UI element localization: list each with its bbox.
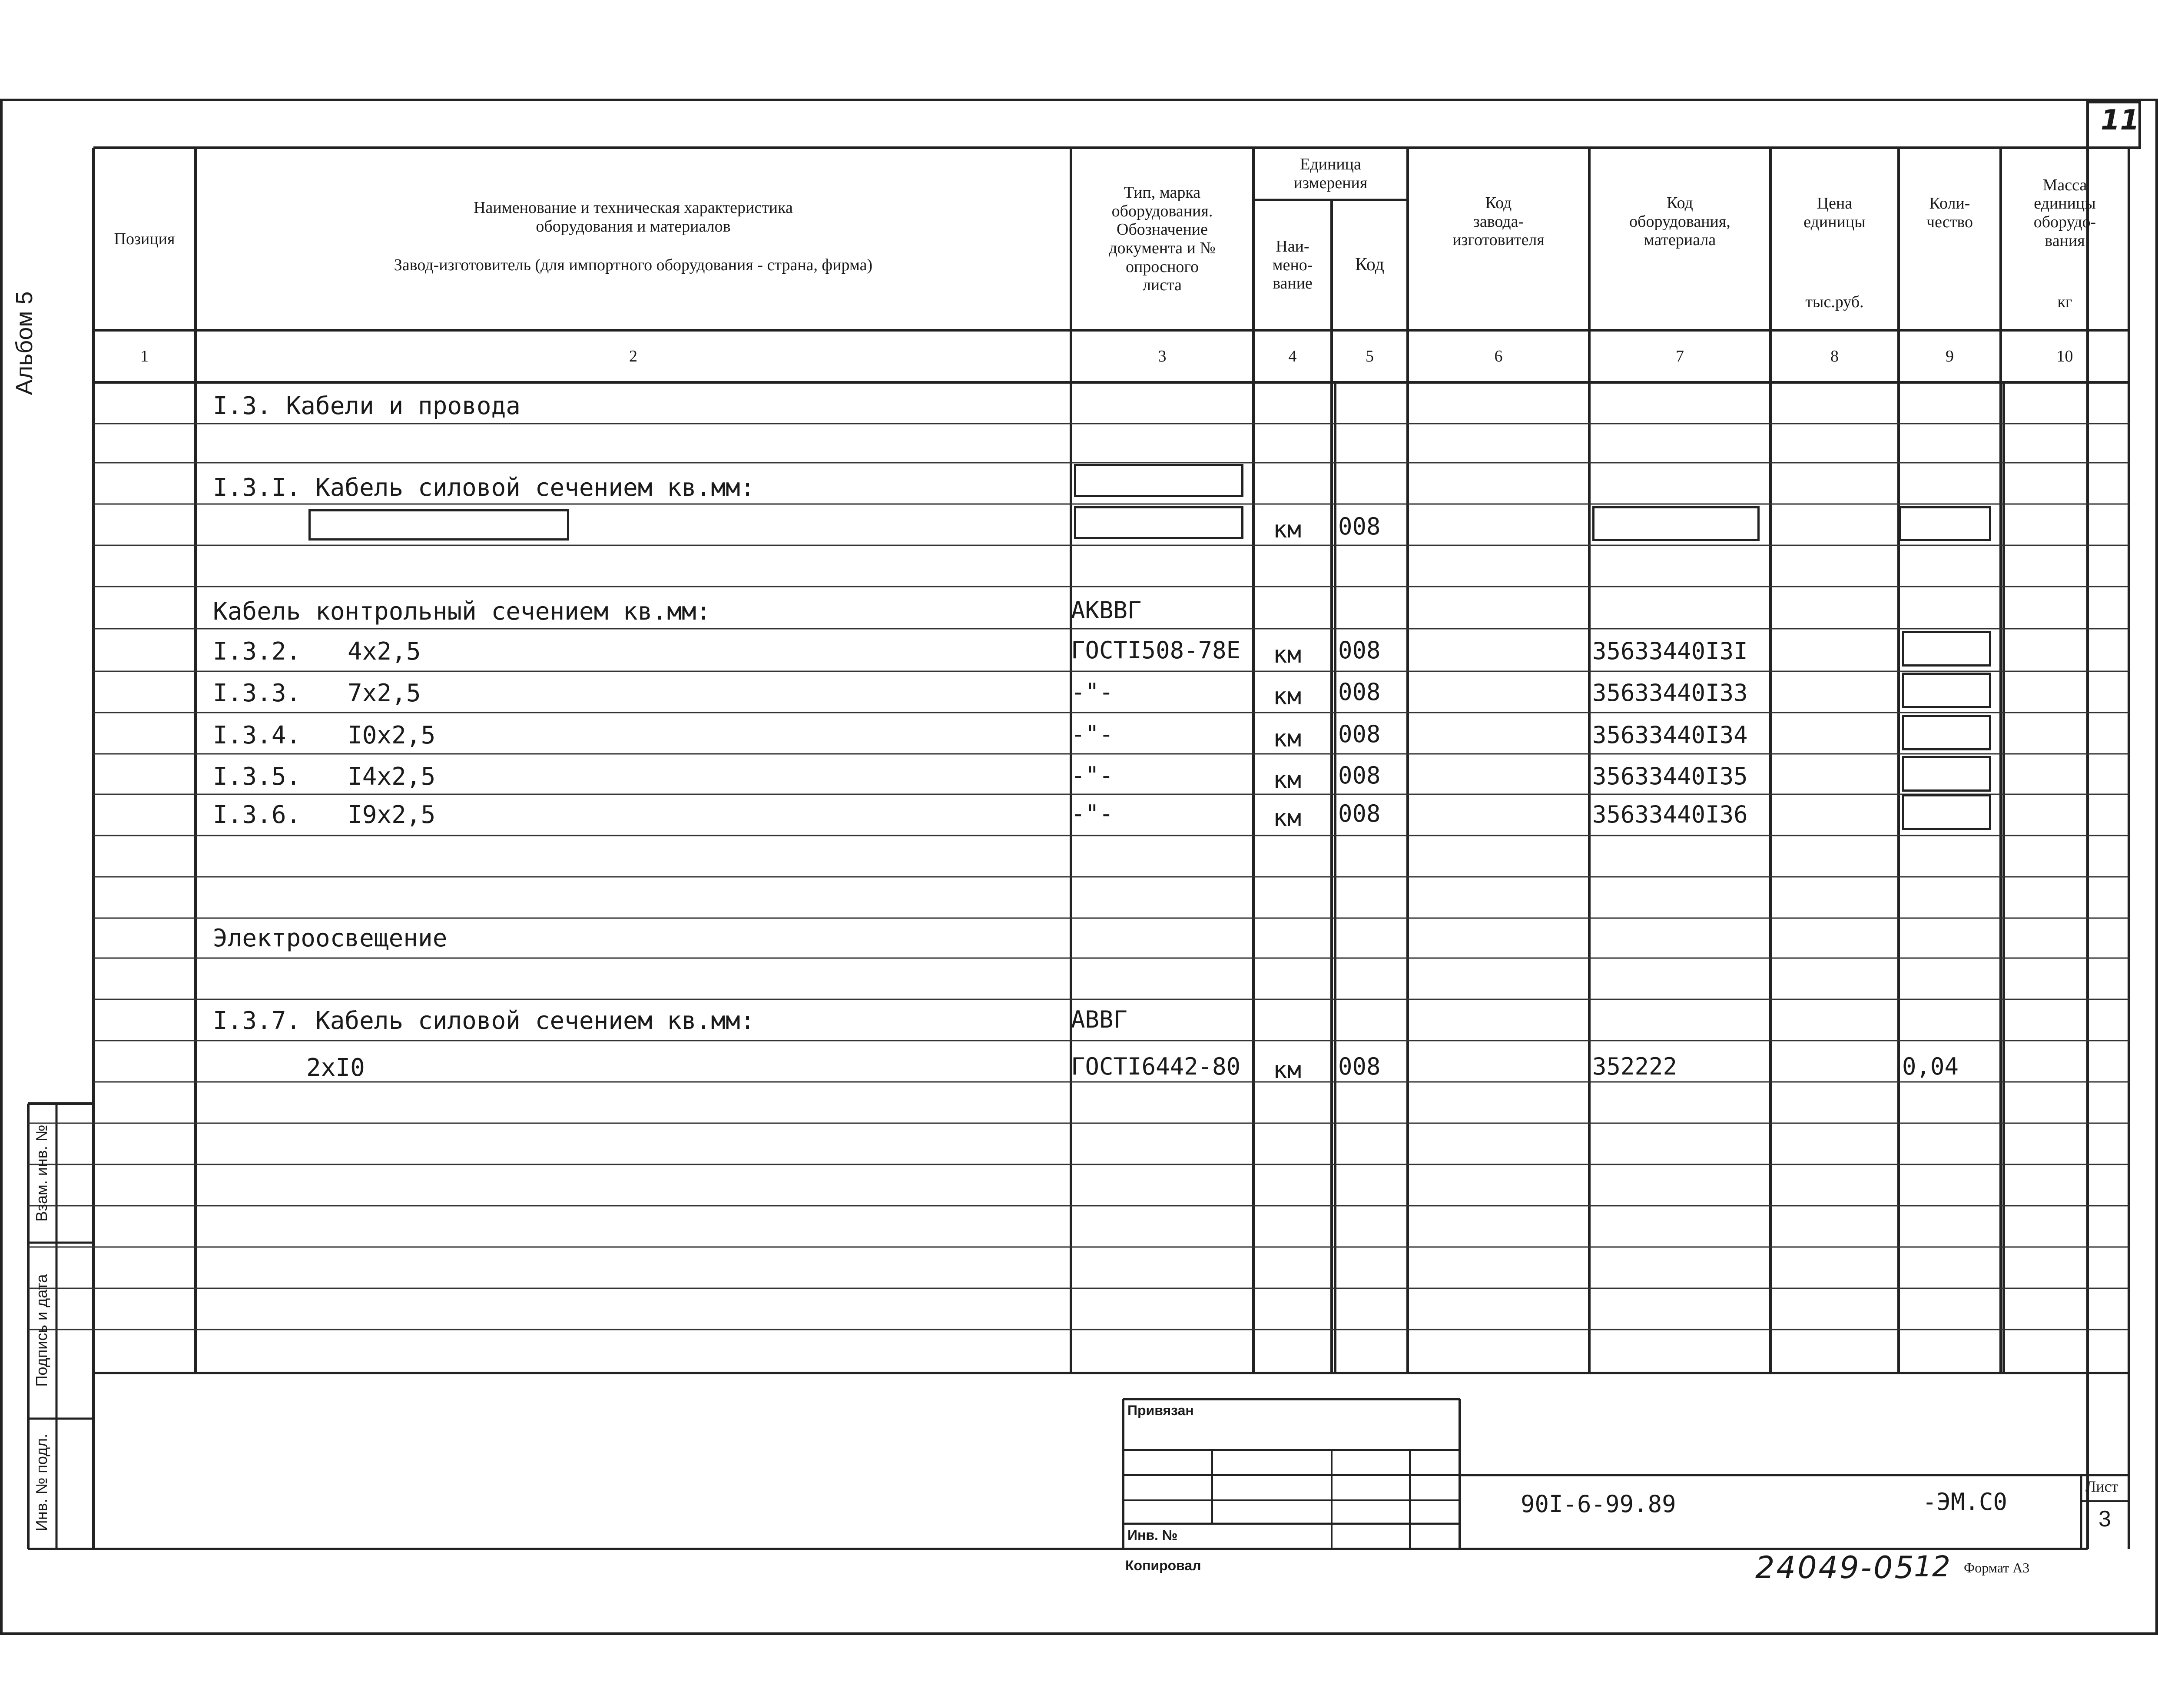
header-col-6-l2: завода- — [1473, 212, 1524, 231]
item-position: I.3.2. — [213, 637, 301, 666]
item-position: I.3.5. — [213, 763, 301, 791]
item-code: 008 — [1338, 637, 1381, 664]
header-col-2-line2: оборудования и материалов — [536, 217, 731, 235]
colnum-4: 4 — [1288, 347, 1297, 365]
colnum-2: 2 — [629, 347, 637, 365]
item-code: 008 — [1338, 720, 1381, 748]
header-col-10-l3: оборудо- — [2033, 213, 2096, 231]
header-col-8-l1: Цена — [1817, 194, 1853, 213]
row-power-cable-title: I.3.I. Кабель силовой сечением кв.мм: — [213, 474, 755, 502]
row-2x10-size: 2хI0 — [306, 1054, 365, 1082]
item-type: -"- — [1071, 678, 1114, 706]
stamp-format: Формат А3 — [1964, 1560, 2030, 1575]
item-size: I0х2,5 — [348, 721, 436, 750]
empty-qty-field[interactable] — [1902, 715, 1991, 750]
stamp-archive-sheet: 12 — [1914, 1550, 1950, 1583]
item-size: 7х2,5 — [348, 679, 421, 707]
colnum-6: 6 — [1494, 347, 1503, 365]
side-label-inv: Инв. № подл. — [33, 1433, 50, 1532]
header-col-4-l2: мено- — [1272, 255, 1313, 274]
item-code: 008 — [1338, 762, 1381, 789]
header-col-3-l6: листа — [1142, 276, 1182, 295]
item-material-code: 35633440I34 — [1592, 721, 1748, 749]
empty-qty-field[interactable] — [1902, 756, 1991, 792]
header-col-6-l3: изготовителя — [1452, 231, 1545, 249]
item-type: -"- — [1071, 762, 1114, 789]
header-col-3 — [1071, 174, 1253, 304]
header-col-10-l2: единицы — [2034, 194, 2096, 213]
stamp-doc-suffix: -ЭМ.С0 — [1923, 1488, 2008, 1516]
empty-qty-field-1[interactable] — [1899, 506, 1991, 541]
header-col-2-line1: Наименование и техническая характеристика — [474, 199, 793, 217]
row-2x10-qty: 0,04 — [1902, 1053, 1959, 1080]
item-type: ГОСТI508-78Е — [1071, 637, 1241, 664]
item-unit: км — [1273, 641, 1302, 668]
row-137-title: I.3.7. Кабель силовой сечением кв.мм: — [213, 1007, 755, 1035]
row-2x10-code: 008 — [1338, 1053, 1381, 1080]
header-col-10-l1: Масса — [2042, 176, 2087, 194]
item-size: 4х2,5 — [348, 637, 421, 666]
header-col-9 — [1899, 191, 2001, 235]
header-col-7 — [1589, 187, 1770, 256]
item-code: 008 — [1338, 800, 1381, 827]
header-col-9-l1: Коли- — [1929, 194, 1970, 213]
item-material-code: 35633440I35 — [1592, 763, 1748, 790]
row-power-cable-code: 008 — [1338, 513, 1381, 540]
header-col-3-l3: Обозначение — [1117, 220, 1208, 239]
row-lighting-title: Электроосвещение — [213, 924, 448, 952]
header-col-4-l1: Наи- — [1276, 237, 1309, 256]
album-label: Альбом 5 — [11, 291, 37, 395]
header-unit-l2: измерения — [1293, 174, 1368, 192]
header-col-7-l2: оборудования, — [1629, 212, 1730, 231]
item-material-code: 35633440I36 — [1592, 801, 1748, 828]
item-unit: км — [1273, 804, 1302, 832]
stamp-list-label: Лист — [2085, 1478, 2118, 1495]
row-power-cable-unit: км — [1273, 516, 1302, 543]
row-control-cable-type: АКВВГ — [1071, 597, 1142, 624]
header-col-4-l3: вание — [1273, 274, 1313, 293]
item-unit: км — [1273, 725, 1302, 752]
stamp-privyazan: Привязан — [1127, 1403, 1194, 1418]
empty-material-field[interactable] — [1592, 506, 1760, 541]
header-col-3-l2: оборудования. — [1111, 202, 1213, 220]
row-section-title: I.3. Кабели и провода — [213, 392, 521, 420]
row-137-type: АВВГ — [1071, 1006, 1128, 1033]
header-col-8-unit: тыс.руб. — [1805, 292, 1864, 311]
header-col-8-l2: единицы — [1803, 213, 1866, 231]
stamp-archive-no: 24049-05 — [1755, 1550, 1916, 1585]
empty-type-field-2[interactable] — [1074, 506, 1243, 539]
page-number: 11 — [2101, 104, 2140, 136]
side-label-podpis: Подпись и дата — [33, 1274, 50, 1387]
item-position: I.3.4. — [213, 721, 301, 750]
header-col-9-l2: чество — [1926, 213, 1973, 231]
empty-qty-field[interactable] — [1902, 673, 1991, 708]
header-unit-group — [1253, 150, 1408, 198]
item-material-code: 35633440I33 — [1592, 679, 1748, 706]
empty-type-field-1[interactable] — [1074, 464, 1243, 497]
row-2x10-material: 352222 — [1592, 1053, 1677, 1080]
empty-qty-field[interactable] — [1902, 631, 1991, 667]
empty-qty-field[interactable] — [1902, 794, 1991, 830]
header-col-3-l4: документа и № — [1109, 239, 1216, 257]
item-size: I9х2,5 — [348, 801, 436, 829]
header-col-8 — [1770, 191, 1899, 235]
empty-size-field[interactable] — [308, 509, 569, 541]
header-col-1: Позиция — [114, 229, 175, 248]
header-col-6 — [1408, 187, 1589, 256]
header-col-10-unit: кг — [2057, 292, 2072, 311]
header-col-2 — [196, 191, 1071, 243]
item-unit: км — [1273, 766, 1302, 793]
item-type: -"- — [1071, 720, 1114, 748]
row-2x10-type: ГОСТI6442-80 — [1071, 1053, 1241, 1080]
header-col-2-line3: Завод-изготовитель (для импортного оборудования - страна, фирма) — [394, 255, 873, 274]
header-col-3-l5: опросного — [1125, 257, 1199, 276]
header-col-4 — [1253, 226, 1332, 304]
stamp-doc-code: 90I-6-99.89 — [1521, 1490, 1676, 1518]
side-label-vzam: Взам. инв. № — [33, 1124, 50, 1222]
colnum-7: 7 — [1676, 347, 1684, 365]
header-col-6-l1: Код — [1485, 194, 1512, 212]
header-col-10-l4: вания — [2045, 231, 2085, 250]
stamp-list-no: 3 — [2098, 1506, 2111, 1532]
item-size: I4х2,5 — [348, 763, 436, 791]
item-code: 008 — [1338, 678, 1381, 706]
header-col-7-l1: Код — [1667, 194, 1693, 212]
item-position: I.3.3. — [213, 679, 301, 707]
colnum-3: 3 — [1158, 347, 1167, 365]
item-position: I.3.6. — [213, 801, 301, 829]
header-col-5: Код — [1355, 255, 1385, 275]
colnum-10: 10 — [2056, 347, 2073, 365]
header-col-7-l3: материала — [1644, 231, 1716, 249]
colnum-5: 5 — [1366, 347, 1374, 365]
colnum-1: 1 — [140, 347, 149, 365]
colnum-8: 8 — [1830, 347, 1839, 365]
row-2x10-unit: км — [1273, 1056, 1302, 1084]
header-unit-l1: Единица — [1300, 155, 1361, 174]
colnum-9: 9 — [1946, 347, 1954, 365]
header-col-10 — [2001, 172, 2129, 254]
item-unit: км — [1273, 683, 1302, 710]
item-material-code: 35633440I3I — [1592, 637, 1748, 665]
row-control-cable-title: Кабель контрольный сечением кв.мм: — [213, 597, 711, 626]
item-type: -"- — [1071, 800, 1114, 827]
stamp-kopiroval: Копировал — [1125, 1558, 1201, 1573]
stamp-inv-no: Инв. № — [1127, 1527, 1178, 1543]
header-col-3-l1: Тип, марка — [1124, 183, 1201, 202]
